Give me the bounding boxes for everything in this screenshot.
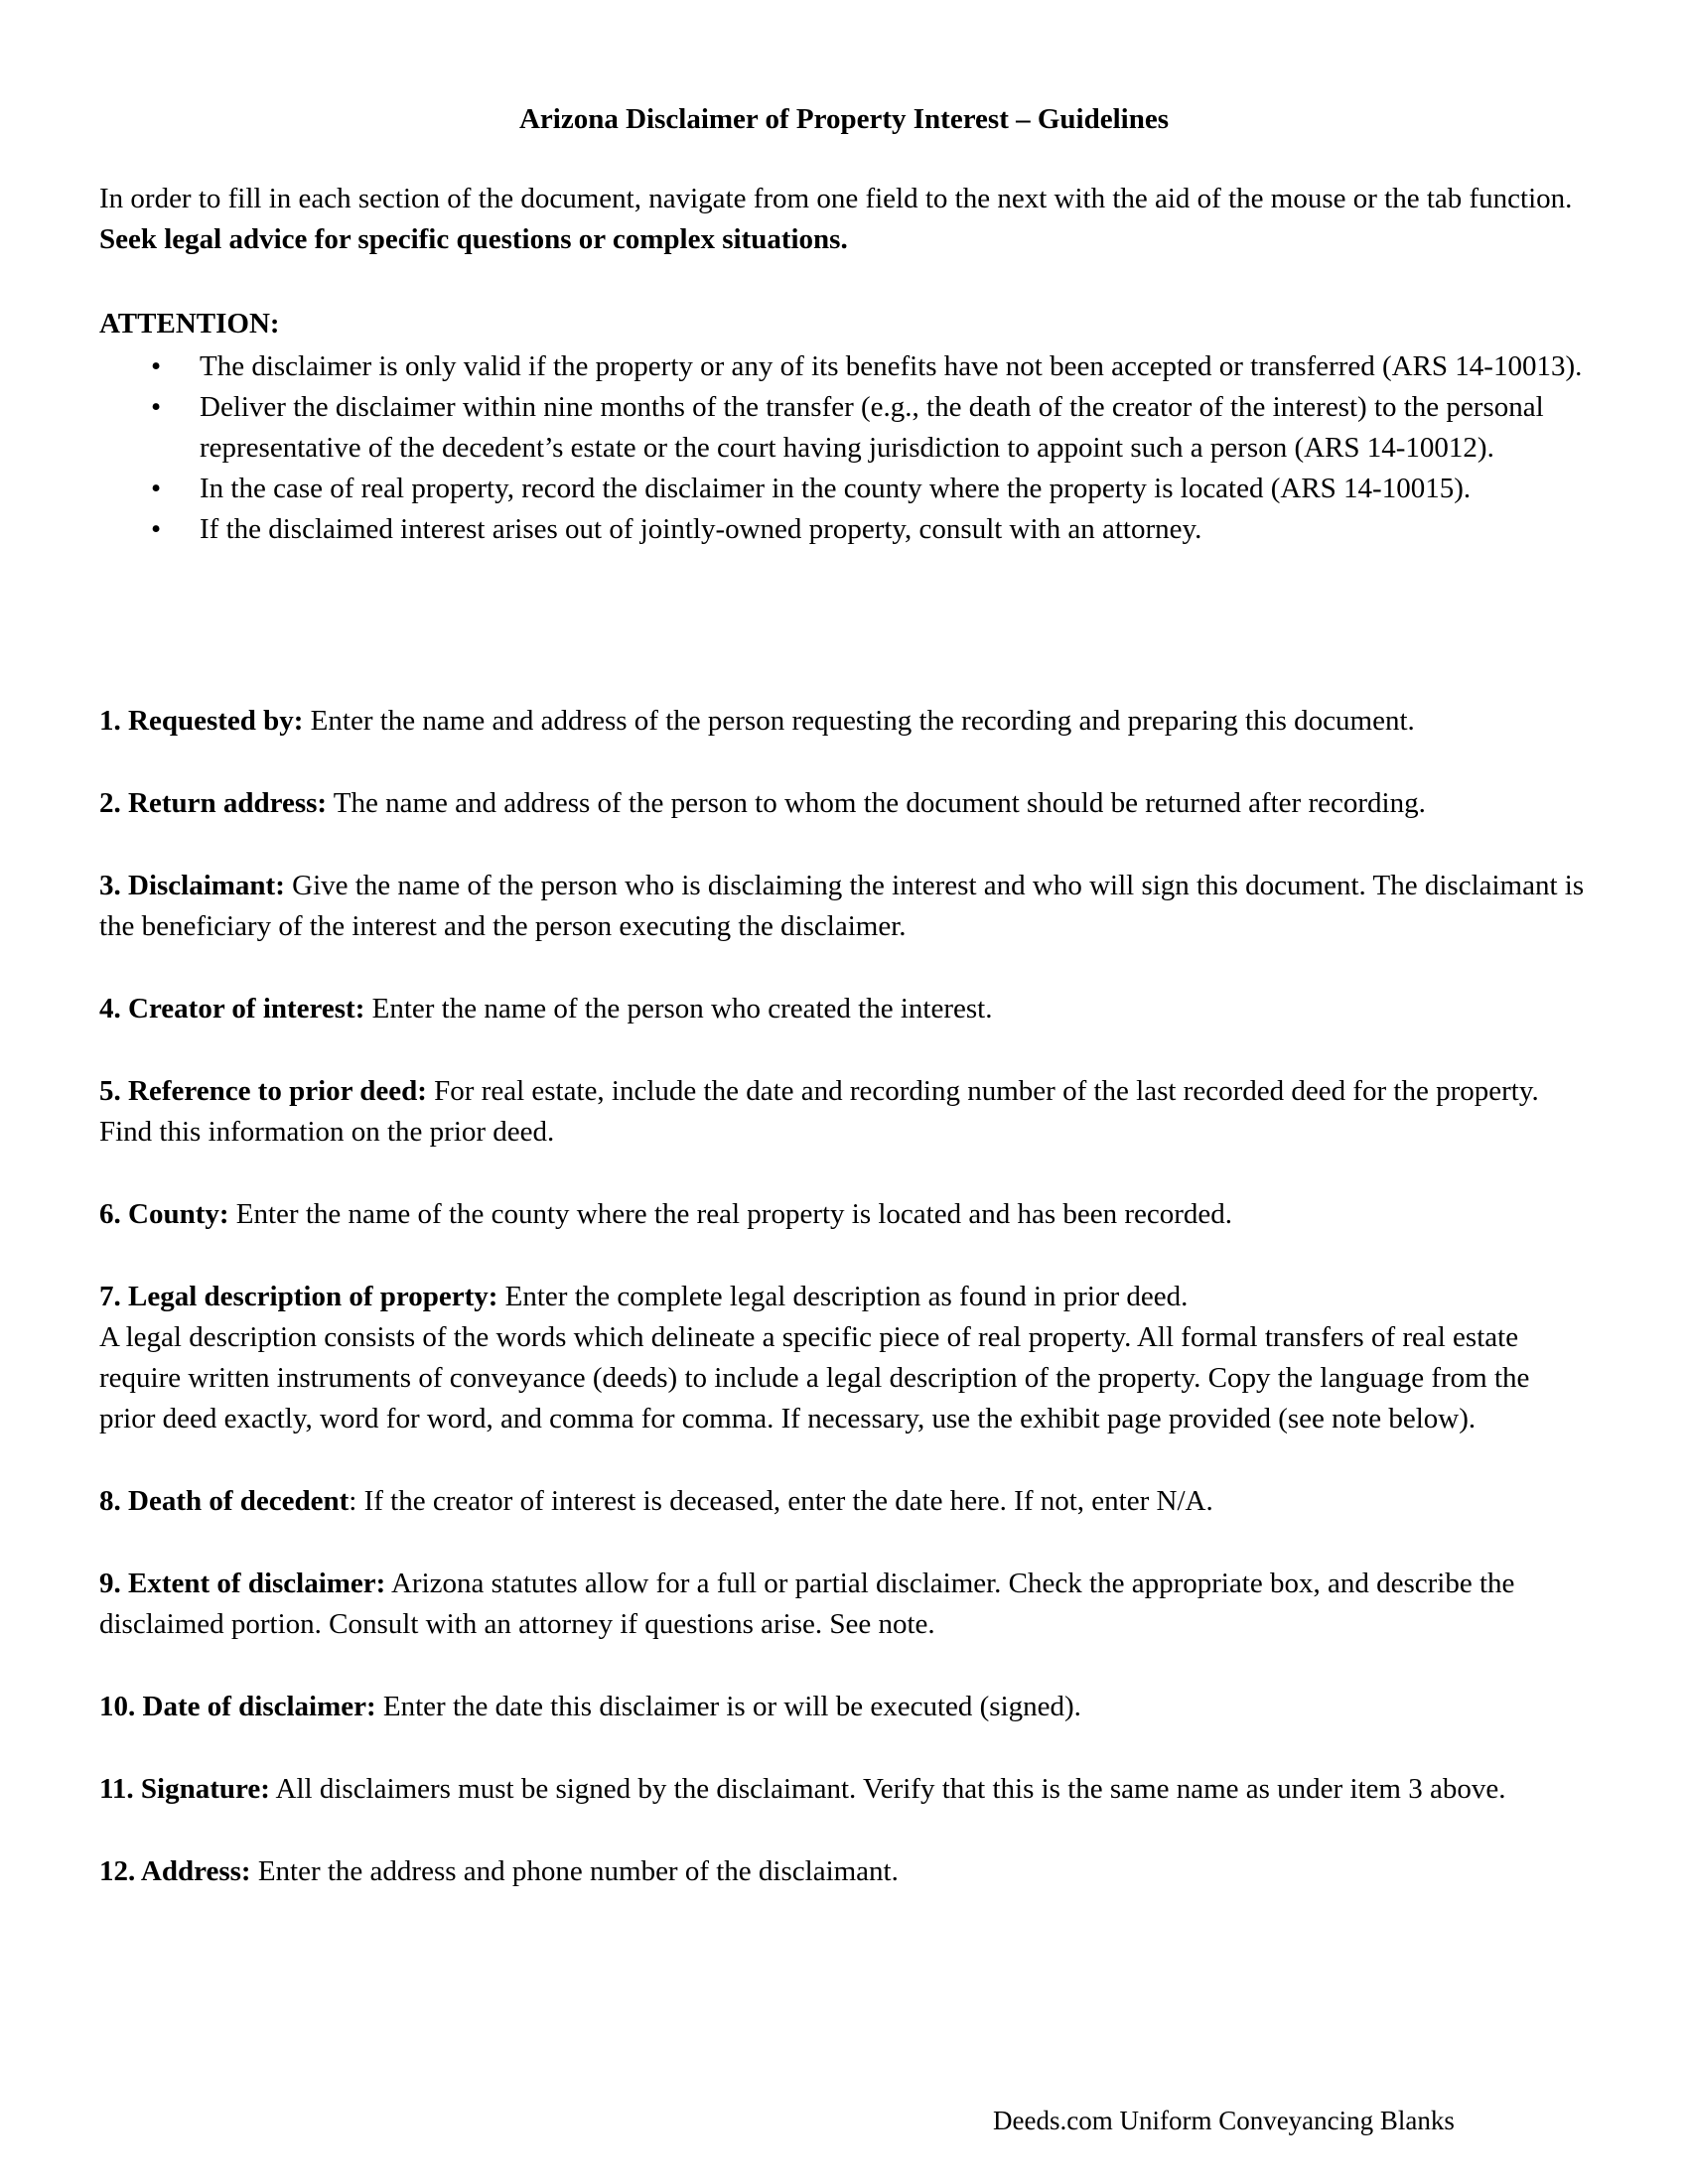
section-label: 6. County:	[99, 1198, 229, 1230]
section-text: Give the name of the person who is disclaiming the interest and who will sign this document. The disclaimant is the beneficiary of the interest and the person executing the disclaimer.	[99, 870, 1585, 942]
section-date-of-disclaimer	[99, 1687, 1589, 1727]
section-text: All disclaimers must be signed by the disclaimant. Verify that this is the same name as under item 3 above.	[269, 1773, 1506, 1805]
section-label: 9. Extent of disclaimer:	[99, 1568, 386, 1599]
section-text: : If the creator of interest is deceased, enter the date here. If not, enter N/A.	[349, 1485, 1213, 1517]
bullet-icon: •	[151, 350, 162, 382]
intro-paragraph	[99, 179, 1589, 260]
list-item-text: In the case of real property, record the disclaimer in the county where the property is located (ARS 14-10015).	[200, 473, 1472, 504]
section-label: 4. Creator of interest:	[99, 993, 365, 1024]
section-creator-of-interest	[99, 989, 1589, 1029]
footer-text: Deeds.com Uniform Conveyancing Blanks	[993, 2106, 1455, 2135]
list-item	[99, 509, 1589, 550]
list-item	[99, 469, 1589, 509]
section-signature	[99, 1769, 1589, 1810]
attention-heading: ATTENTION:	[99, 308, 280, 340]
section-text: Arizona statutes allow for a full or partial disclaimer. Check the appropriate box, and describe the disclaimed portion. Consult with an attorney if questions arise. See note.	[99, 1568, 1515, 1640]
section-requested-by	[99, 701, 1589, 742]
section-label: 2. Return address:	[99, 787, 328, 819]
section-text: Enter the date this disclaimer is or will be executed (signed).	[375, 1691, 1081, 1722]
section-text: Enter the name of the county where the real property is located and has been recorded.	[228, 1198, 1233, 1230]
section-reference-to-prior-deed	[99, 1071, 1589, 1153]
section-text: Enter the name and address of the person requesting the recording and preparing this document.	[303, 705, 1415, 737]
section-return-address	[99, 783, 1589, 824]
intro-text: In order to fill in each section of the document, navigate from one field to the next with the aid of the mouse or the tab function.	[99, 183, 1573, 214]
list-item-text: If the disclaimed interest arises out of jointly-owned property, consult with an attorney.	[200, 513, 1202, 545]
bullet-icon: •	[151, 473, 162, 504]
section-death-of-decedent	[99, 1481, 1589, 1522]
section-text: For real estate, include the date and recording number of the last recorded deed for the property. Find this information on the prior deed.	[99, 1075, 1539, 1148]
section-label: 1. Requested by:	[99, 705, 304, 737]
section-text: The name and address of the person to whom the document should be returned after recording.	[327, 787, 1426, 819]
section-label: 5. Reference to prior deed:	[99, 1075, 427, 1107]
intro-bold-text: Seek legal advice for specific questions or complex situations.	[99, 223, 848, 255]
section-legal-description	[99, 1277, 1589, 1439]
attention-list	[99, 346, 1589, 550]
bullet-icon: •	[151, 391, 162, 423]
section-label: 10. Date of disclaimer:	[99, 1691, 376, 1722]
instruction-sections	[99, 701, 1589, 1934]
list-item-text: Deliver the disclaimer within nine months of the transfer (e.g., the death of the creator of the interest) to the personal representative of the decedent’s estate or the court having jurisdiction to appoint such a person (ARS 14-10012).	[200, 391, 1544, 464]
section-text: Enter the complete legal description as found in prior deed.	[497, 1281, 1189, 1312]
list-item	[99, 387, 1589, 469]
list-item-text: The disclaimer is only valid if the property or any of its benefits have not been accepted or transferred (ARS 14-10013).	[200, 350, 1583, 382]
section-address	[99, 1851, 1589, 1892]
section-label: 8. Death of decedent	[99, 1485, 350, 1517]
page-title: Arizona Disclaimer of Property Interest – Guidelines	[518, 103, 1169, 135]
section-disclaimant	[99, 866, 1589, 947]
section-label: 11. Signature:	[99, 1773, 270, 1805]
bullet-icon: •	[151, 513, 162, 545]
section-extra-text: A legal description consists of the words which delineate a specific piece of real property. All formal transfers of real estate require written instruments of conveyance (deeds) to include a legal description of the property. Copy the language from the prior deed exactly, word for word, and comma for comma. If necessary, use the exhibit page provided (see note below).	[99, 1321, 1530, 1434]
section-label: 12. Address:	[99, 1855, 251, 1887]
section-extent-of-disclaimer	[99, 1564, 1589, 1645]
list-item	[99, 346, 1589, 387]
section-label: 3. Disclaimant:	[99, 870, 285, 901]
section-label: 7. Legal description of property:	[99, 1281, 498, 1312]
section-text: Enter the name of the person who created the interest.	[364, 993, 993, 1024]
section-text: Enter the address and phone number of the disclaimant.	[250, 1855, 899, 1887]
section-county	[99, 1194, 1589, 1235]
